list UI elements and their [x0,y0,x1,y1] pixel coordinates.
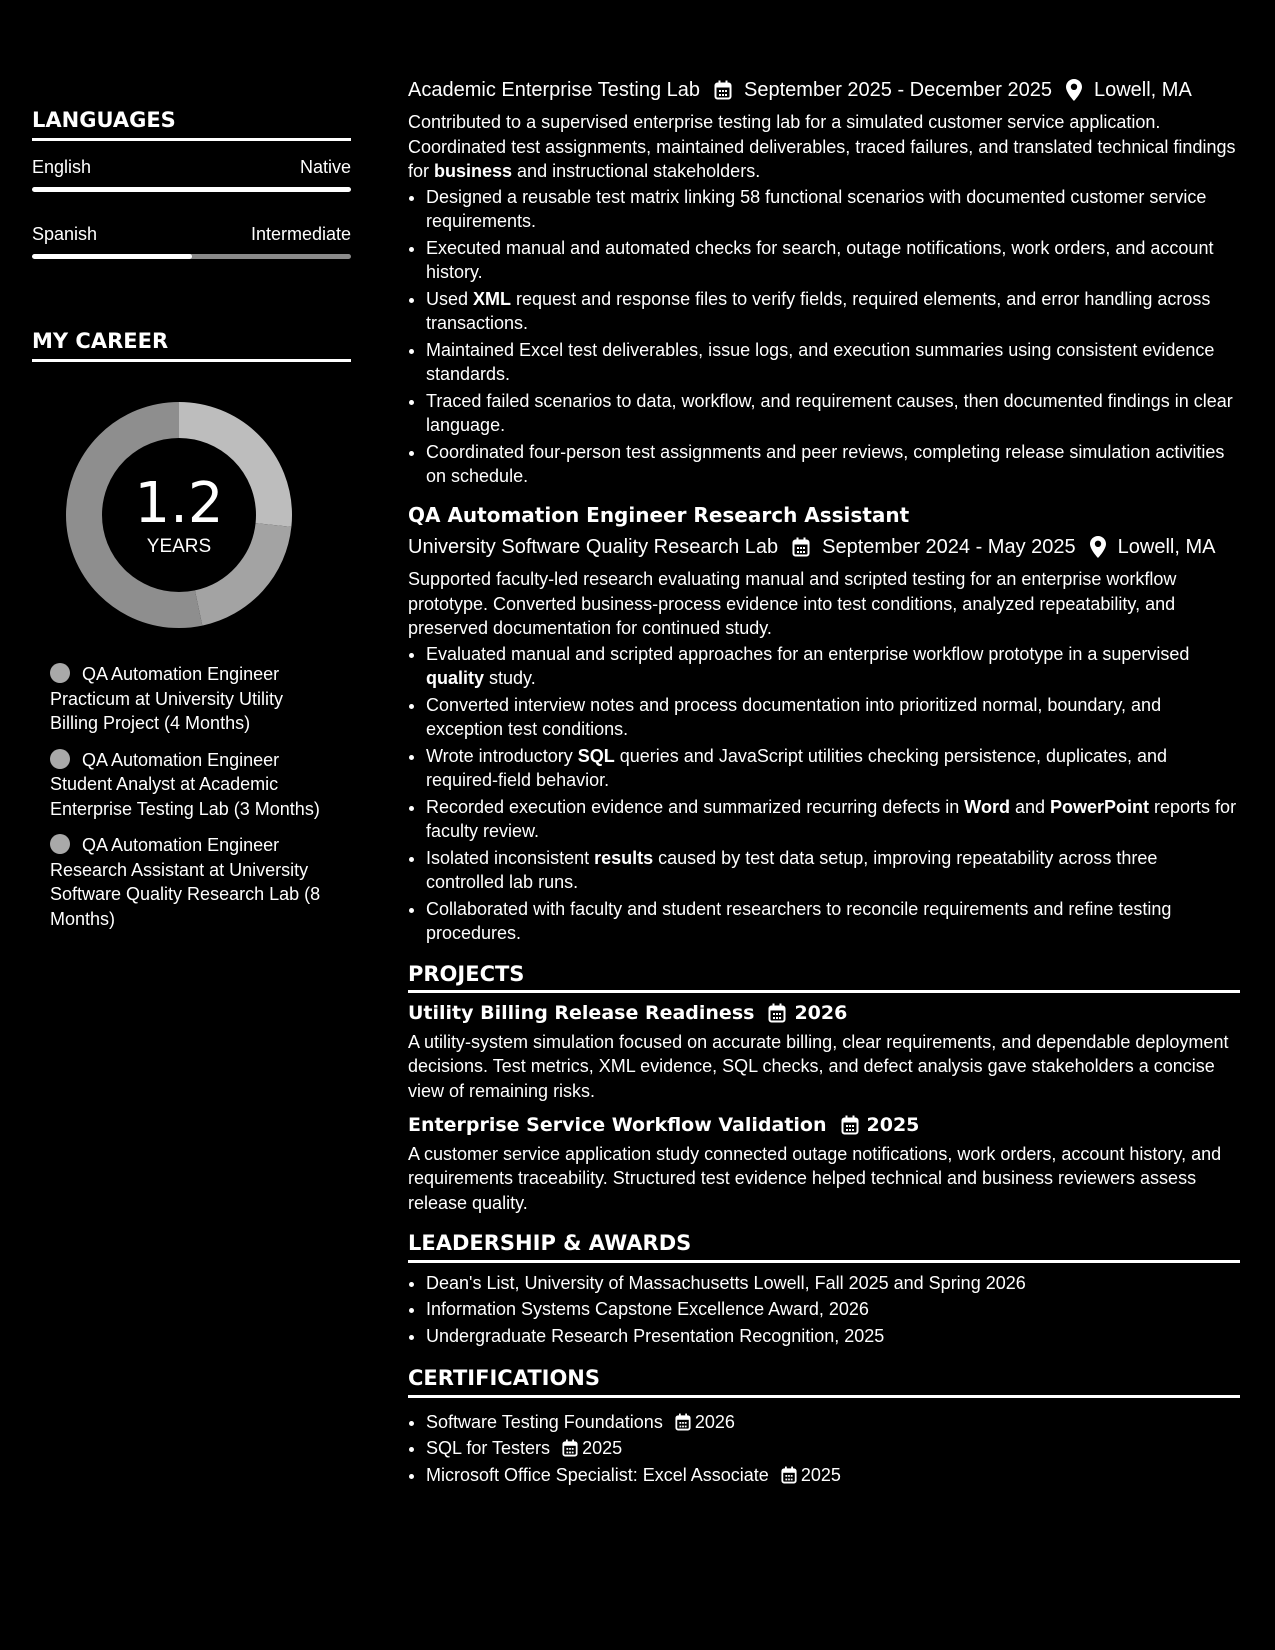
bullet-dot-icon [50,663,70,683]
experience-dates: September 2024 - May 2025 [822,536,1076,558]
project-title: Enterprise Service Workflow Validation [408,1114,827,1136]
certifications-list [408,1410,1240,1488]
experience-bullets [408,185,1240,489]
calendar-icon [768,1003,786,1023]
experience-location: Lowell, MA [1093,79,1192,101]
language-name: English [32,157,92,177]
language-proficiency-bar [32,187,351,192]
certification-name: • Software Testing Foundations [426,1411,663,1432]
experience-description: Supported faculty-led research evaluating manual and scripted testing for an enterprise workflow prototype. Converted business-process evidence into test conditions, analyzed repeatability, and preserved documentation for continued study. [408,569,1177,638]
language-level: Intermediate [250,224,351,244]
certification-year: 2025 [800,1464,841,1485]
experience-bullet: • Executed manual and automated checks for search, outage notifications, work orders, and account history. [426,236,1240,285]
experience-bullet: • Wrote introductory SQL queries and JavaScript utilities checking persistence, duplicates, and required-field behavior. [426,744,1240,793]
experience-title: QA Automation Engineer Research Assistant [408,502,910,527]
certification-year: 2026 [694,1411,735,1432]
career-item-text: QA Automation Engineer Practicum at University Utility Billing Project (4 Months) [50,664,284,733]
language-proficiency-fill [32,254,192,259]
certification-item [426,1436,1240,1461]
leadership-item: • Undergraduate Research Presentation Recognition, 2025 [426,1324,1240,1349]
experience-entry [408,503,1240,946]
languages-heading: LANGUAGES [32,108,351,141]
calendar-icon [792,537,810,557]
career-item-text: QA Automation Engineer Research Assistant at University Software Quality Research Lab (8 Months) [50,835,321,929]
leadership-item: • Dean's List, University of Massachusetts Lowell, Fall 2025 and Spring 2026 [426,1271,1240,1296]
experience-meta [408,76,1240,104]
calendar-icon [562,1439,578,1457]
career-total-unit: YEARS [146,536,212,557]
experience-bullet: • Designed a reusable test matrix linking 58 functional scenarios with documented customer service requirements. [426,185,1240,234]
certification-name: • Microsoft Office Specialist: Excel Associate [426,1464,769,1485]
experience-org: University Software Quality Research Lab [408,536,779,558]
experience-entry [408,76,1240,489]
project-year: 2026 [794,1002,848,1024]
calendar-icon [714,80,732,100]
bullet-dot-icon [50,834,70,854]
career-list [50,662,330,931]
experience-bullet: • Converted interview notes and process documentation into prioritized normal, boundary, and exception test conditions. [426,693,1240,742]
leadership-item: • Information Systems Capstone Excellence Award, 2026 [426,1297,1240,1322]
experience-bullet: • Traced failed scenarios to data, workflow, and requirement causes, then documented findings in clear language. [426,389,1240,438]
career-donut-chart [66,402,292,628]
experience-bullet: • Evaluated manual and scripted approaches for an enterprise workflow prototype in a supervised quality study. [426,642,1240,691]
sidebar [32,108,351,943]
experience-bullet: • Coordinated four-person test assignments and peer reviews, completing release simulation activities on schedule. [426,440,1240,489]
project-title: Utility Billing Release Readiness [408,1002,755,1024]
leadership-section [408,1231,1240,1348]
language-proficiency-fill [32,187,351,192]
experience-bullets [408,642,1240,946]
experience-bullet: • Used XML request and response files to verify fields, required elements, and error handling across transactions. [426,287,1240,336]
language-name: Spanish [32,224,98,244]
projects-section [408,962,1240,1216]
certifications-heading: CERTIFICATIONS [408,1366,1240,1398]
main-column [408,76,1240,1487]
language-item [32,157,351,192]
leadership-list [408,1271,1240,1349]
leadership-heading: LEADERSHIP & AWARDS [408,1231,1240,1263]
experience-dates: September 2025 - December 2025 [744,79,1052,101]
project-year: 2025 [866,1114,920,1136]
experience-bullet: • Maintained Excel test deliverables, issue logs, and execution summaries using consistent evidence standards. [426,338,1240,387]
experience-bullet: • Collaborated with faculty and student researchers to reconcile requirements and refine testing procedures. [426,897,1240,946]
career-total-value: 1.2 [134,471,224,536]
experience-meta [408,533,1240,561]
career-item [50,833,330,931]
certification-item [426,1463,1240,1488]
calendar-icon [841,1115,859,1135]
experience-description: Contributed to a supervised enterprise testing lab for a simulated customer service application. Coordinated test assignments, maintained deliverables, traced failures, and translated technical findings for business and instructional stakeholders. [408,112,1236,181]
experience-org: Academic Enterprise Testing Lab [408,79,701,101]
experience-bullet: • Recorded execution evidence and summarized recurring defects in Word and PowerPoint reports for faculty review. [426,795,1240,844]
language-proficiency-bar [32,254,351,259]
project-entry [408,1113,1240,1215]
certification-year: 2025 [582,1438,623,1458]
career-item-text: QA Automation Engineer Student Analyst at Academic Enterprise Testing Lab (3 Months) [50,749,320,819]
project-entry [408,1001,1240,1103]
projects-heading: PROJECTS [408,962,1240,994]
career-heading: MY CAREER [32,329,351,362]
project-description: A utility-system simulation focused on accurate billing, clear requirements, and dependable deployment decisions. Test metrics, XML evidence, SQL checks, and defect analysis gave stakeholders a concise view of remaining risks. [408,1031,1229,1101]
certification-item [426,1410,1240,1435]
map-pin-icon [1090,536,1106,558]
experience-bullet: • Isolated inconsistent results caused by test data setup, improving repeatability across three controlled lab runs. [426,846,1240,895]
certifications-section [408,1366,1240,1487]
bullet-dot-icon [50,749,70,769]
experience-location: Lowell, MA [1117,536,1216,558]
language-level: Native [299,157,351,177]
calendar-icon [781,1466,797,1484]
project-description: A customer service application study connected outage notifications, work orders, account history, and requirements traceability. Structured test evidence helped technical and business reviewers assess release quality. [408,1143,1222,1213]
certification-name: • SQL for Testers [426,1438,551,1458]
map-pin-icon [1066,79,1082,101]
career-section [32,329,351,931]
career-item [50,748,330,822]
career-item [50,662,330,736]
calendar-icon [675,1413,691,1431]
language-item [32,224,351,259]
